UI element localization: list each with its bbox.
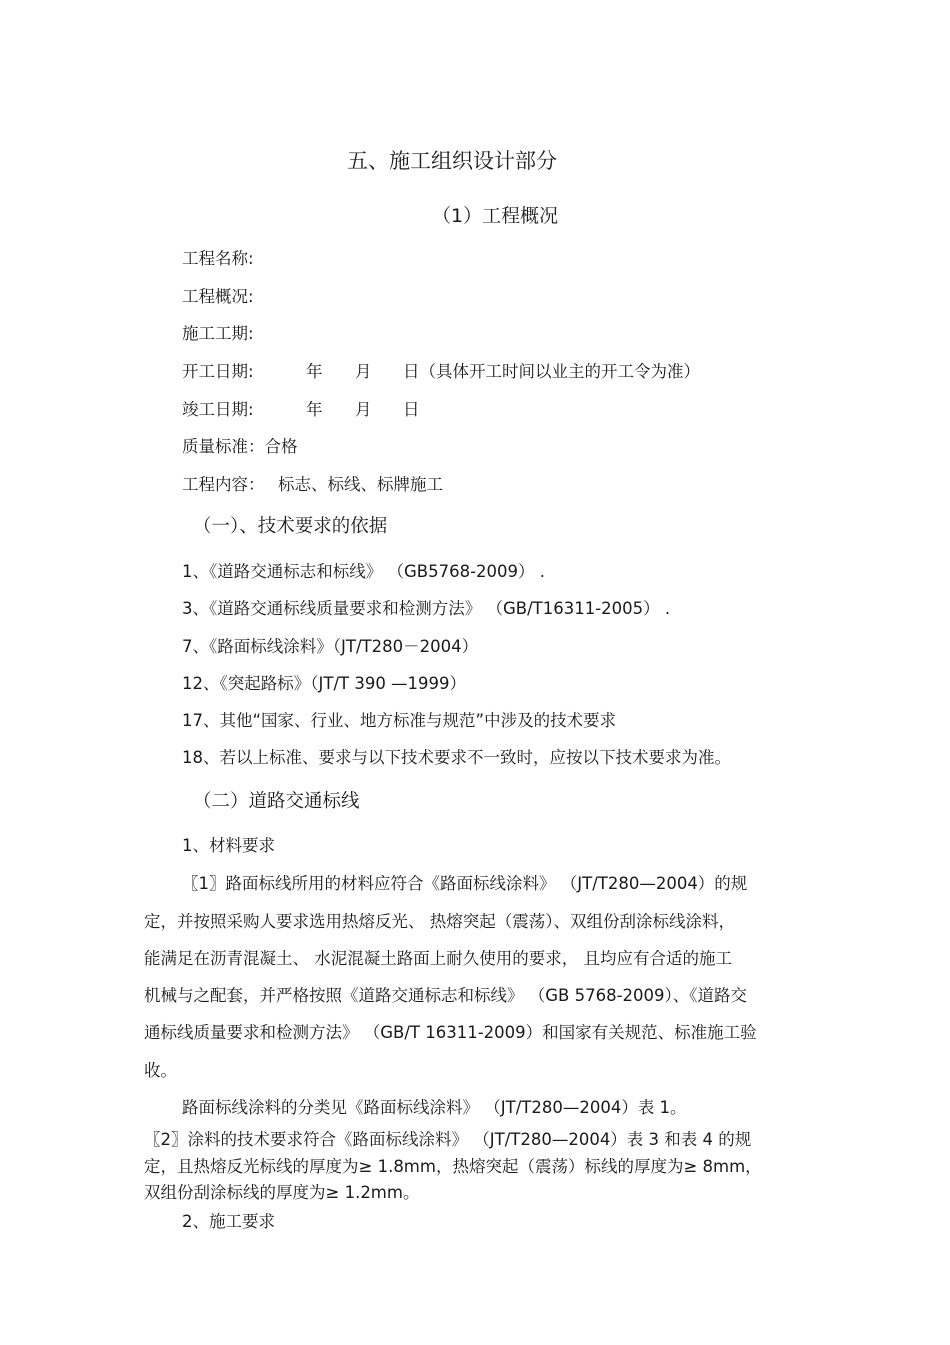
paragraph-line: 双组份刮涂标线的厚度为≥ 1.2mm。: [144, 1183, 420, 1202]
basis-item: 12、《突起路标》（JT/T 390 —1999）: [182, 674, 467, 693]
paragraph-classification: 路面标线涂料的分类见《路面标线涂料》 （JT/T280—2004）表 1。: [182, 1098, 687, 1117]
section-heading-technical-basis: （一）、技术要求的依据: [193, 516, 388, 537]
basis-item: 3、《道路交通标线质量要求和检测方法》 （GB/T16311-2005） .: [182, 599, 671, 618]
start-date-year: 年: [306, 362, 323, 381]
end-date-label: 竣工日期:: [182, 400, 254, 419]
page-title: 五、施工组织设计部分: [347, 149, 557, 173]
start-date-month: 月: [355, 362, 372, 381]
basis-item: 18、若以上标准、要求与以下技术要求不一致时，应按以下技术要求为准。: [182, 748, 731, 767]
end-date-month: 月: [355, 400, 372, 419]
paragraph-line: 通标线质量要求和检测方法》 （GB/T 16311-2009）和国家有关规范、标准施工验: [144, 1023, 757, 1042]
basis-item: 1、《道路交通标志和标线》 （GB5768-2009） .: [182, 562, 546, 581]
paragraph-line: 机械与之配套，并严格按照《道路交通标志和标线》 （GB 5768-2009）、《道路交: [144, 986, 748, 1005]
construction-heading: 2、施工要求: [182, 1212, 275, 1231]
paragraph-line: 收。: [144, 1061, 177, 1080]
basis-item: 7、《路面标线涂料》（JT/T280－2004）: [182, 637, 479, 656]
quality-standard: 质量标准：合格: [182, 437, 298, 456]
paragraph-line: 〖1〗路面标线所用的材料应符合《路面标线涂料》 （JT/T280—2004）的规: [182, 874, 748, 893]
section-heading-road-markings: （二）道路交通标线: [193, 791, 360, 812]
start-date-label: 开工日期:: [182, 362, 254, 381]
paragraph-line: 能满足在沥青混凝土、 水泥混凝土路面上耐久使用的要求， 且均应有合适的施工: [144, 949, 732, 968]
paragraph-line: 定，且热熔反光标线的厚度为≥ 1.8mm，热熔突起（震荡）标线的厚度为≥ 8mm，: [144, 1157, 762, 1176]
project-content-label: 工程内容：: [182, 475, 265, 494]
project-overview-label: 工程概况:: [182, 287, 254, 306]
basis-item: 17、其他“国家、行业、地方标准与规范”中涉及的技术要求: [182, 711, 617, 730]
paragraph-line: 定，并按照采购人要求选用热熔反光、 热熔突起（震荡）、双组份刮涂标线涂料，: [144, 912, 735, 931]
project-content-value: 标志、标线、标牌施工: [278, 475, 443, 494]
materials-heading: 1、材料要求: [182, 836, 275, 855]
section-subtitle: （1）工程概况: [432, 205, 559, 227]
paragraph-line: 〖2〗涂料的技术要求符合《路面标线涂料》 （JT/T280—2004）表 3 和表 4 的规: [144, 1130, 752, 1149]
end-date-year: 年: [306, 400, 323, 419]
project-name-label: 工程名称:: [182, 249, 254, 268]
construction-period-label: 施工工期:: [182, 324, 254, 343]
end-date-day: 日: [403, 400, 420, 419]
start-date-day-note: 日（具体开工时间以业主的开工令为准）: [403, 362, 700, 381]
